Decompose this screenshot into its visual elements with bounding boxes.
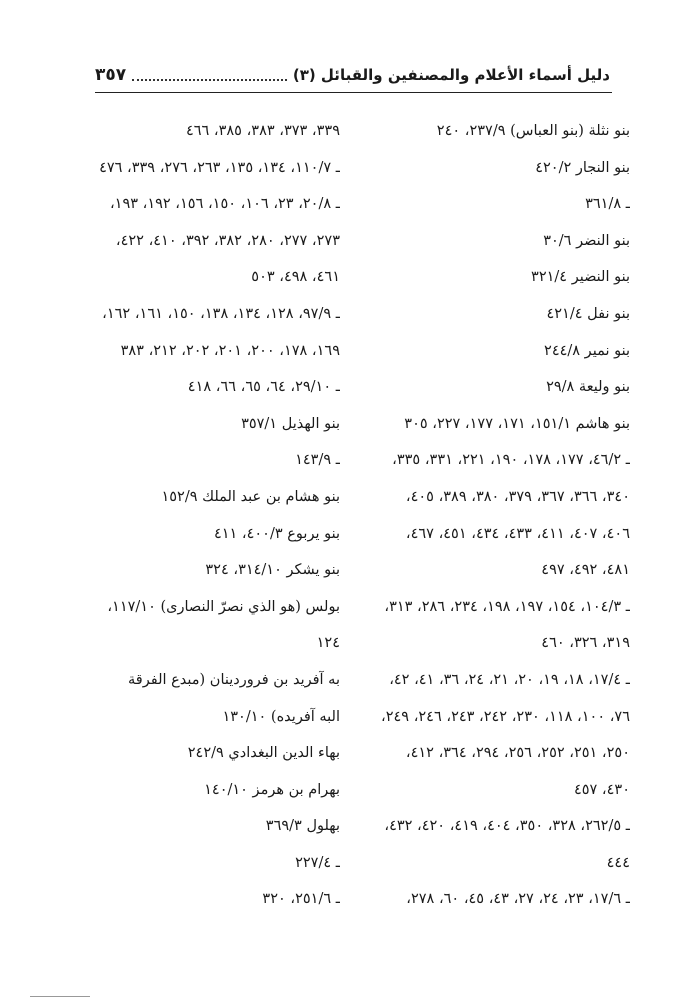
index-entry: ـ ٤٦/٢، ١٧٧، ١٧٨، ١٩٠، ٢٢١، ٣٣١، ٣٣٥، [392,452,630,469]
index-entry: ٣١٩، ٣٢٦، ٤٦٠ [541,635,630,652]
header-rule [95,92,612,93]
index-entry: ـ ٩٧/٩، ١٢٨، ١٣٤، ١٣٨، ١٥٠، ١٦١، ١٦٢، [102,305,340,322]
index-entry: ـ ١٤٣/٩ [295,452,340,469]
index-entry: بهرام بن هرمز ١٤٠/١٠ [204,781,340,798]
index-entry: بنو النضير ٣٢١/٤ [531,269,630,286]
index-entry: بنو نثلة (بنو العباس) ٢٣٧/٩، ٢٤٠ [436,123,630,139]
index-entry: بنو نمير ٢٤٤/٨ [544,342,630,359]
index-entry: ـ ٢٩/١٠، ٦٤، ٦٥، ٦٦، ٤١٨ [187,379,340,396]
index-entry: بنو هاشم ١٥١/١، ١٧١، ١٧٧، ٢٢٧، ٣٠٥ [404,415,630,432]
index-entry: به آفريد بن فروردينان (مبدع الفرقة [128,671,340,688]
index-entry: ٢٥٠، ٢٥١، ٢٥٢، ٢٥٦، ٢٩٤، ٣٦٤، ٤١٢، [405,745,630,762]
header-title: دليل أسماء الأعلام والمصنفين والقبائل (٣) [292,66,610,84]
index-entry: بنو يشكر ٣١٤/١٠، ٣٢٤ [205,562,340,579]
running-header [95,62,610,88]
index-entry: ١٢٤ [316,635,340,652]
index-entry: بنو الهذيل ٣٥٧/١ [241,415,340,432]
index-entry: ٤٤٤ [606,854,630,871]
right-column [360,113,630,918]
index-entry: بنو النضر ٣٠/٦ [543,232,630,249]
index-entry: بنو يربوع ٤٠٠/٣، ٤١١ [213,525,340,542]
page-number: ٣٥٧ [95,65,127,85]
index-entry: ـ ٢٢٧/٤ [295,854,340,871]
index-entry: ـ ١٠٤/٣، ١٥٤، ١٩٧، ١٩٨، ٢٣٤، ٢٨٦، ٣١٣، [384,598,630,615]
index-entry: ٧٦، ١٠٠، ١١٨، ٢٣٠، ٢٤٢، ٢٤٣، ٢٤٦، ٢٤٩، [381,708,630,725]
index-entry: بنو النجار ٤٢٠/٢ [535,159,630,176]
index-entry: ـ ٢٥١/٦، ٣٢٠ [262,891,340,908]
index-entry: ٢٧٣، ٢٧٧، ٢٨٠، ٣٨٢، ٣٩٢، ٤١٠، ٤٢٢، [115,232,340,249]
index-entry: ٣٤٠، ٣٦٦، ٣٦٧، ٣٧٩، ٣٨٠، ٣٨٩، ٤٠٥، [405,488,630,505]
index-entry: ـ ١١٠/٧، ١٣٤، ١٣٥، ٢٦٣، ٢٧٦، ٣٣٩، ٤٧٦ [99,159,340,176]
leader-dots [132,79,287,81]
index-entry: ـ ٢٦٢/٥، ٣٢٨، ٣٥٠، ٤٠٤، ٤١٩، ٤٢٠، ٤٣٢، [384,818,630,835]
index-entry: ٤٨١، ٤٩٢، ٤٩٧ [541,562,630,579]
index-entry: ١٦٩، ١٧٨، ٢٠٠، ٢٠١، ٢٠٢، ٢١٢، ٣٨٣ [120,342,340,359]
index-entry: ـ ٢٠/٨، ٢٣، ١٠٦، ١٥٠، ١٥٦، ١٩٢، ١٩٣، [109,196,340,213]
index-entry: ٤٦١، ٤٩٨، ٥٠٣ [251,269,340,286]
index-entry: بهاء الدين البغدادي ٢٤٢/٩ [187,745,340,762]
index-entry: بنو وليعة ٢٩/٨ [546,379,630,396]
index-entry: بنو نفل ٤٢١/٤ [546,305,630,322]
index-entry: ـ ١٧/٤، ١٨، ١٩، ٢٠، ٢١، ٢٤، ٣٦، ٤١، ٤٢، [389,671,630,688]
index-entry: بهلول ٣٦٩/٣ [265,818,340,835]
index-entry: بنو هشام بن عبد الملك ١٥٢/٩ [161,488,340,505]
index-entry: ـ ١٧/٦، ٢٣، ٢٤، ٢٧، ٤٣، ٤٥، ٦٠، ٢٧٨، [406,891,630,908]
index-entry: بولس (هو الذي نصرّ النصارى) ١١٧/١٠، [107,598,340,615]
footer-rule [30,996,90,997]
index-entry: ٣٣٩، ٣٧٣، ٣٨٣، ٣٨٥، ٤٦٦ [185,123,340,139]
index-entry: ٤٠٦، ٤٠٧، ٤١١، ٤٣٣، ٤٣٤، ٤٥١، ٤٦٧، [405,525,630,542]
index-entry: البه آفريده) ١٣٠/١٠ [222,708,340,725]
index-entry: ٤٣٠، ٤٥٧ [573,781,630,798]
left-column [70,113,340,918]
index-entry: ـ ٣٦١/٨ [585,196,630,213]
